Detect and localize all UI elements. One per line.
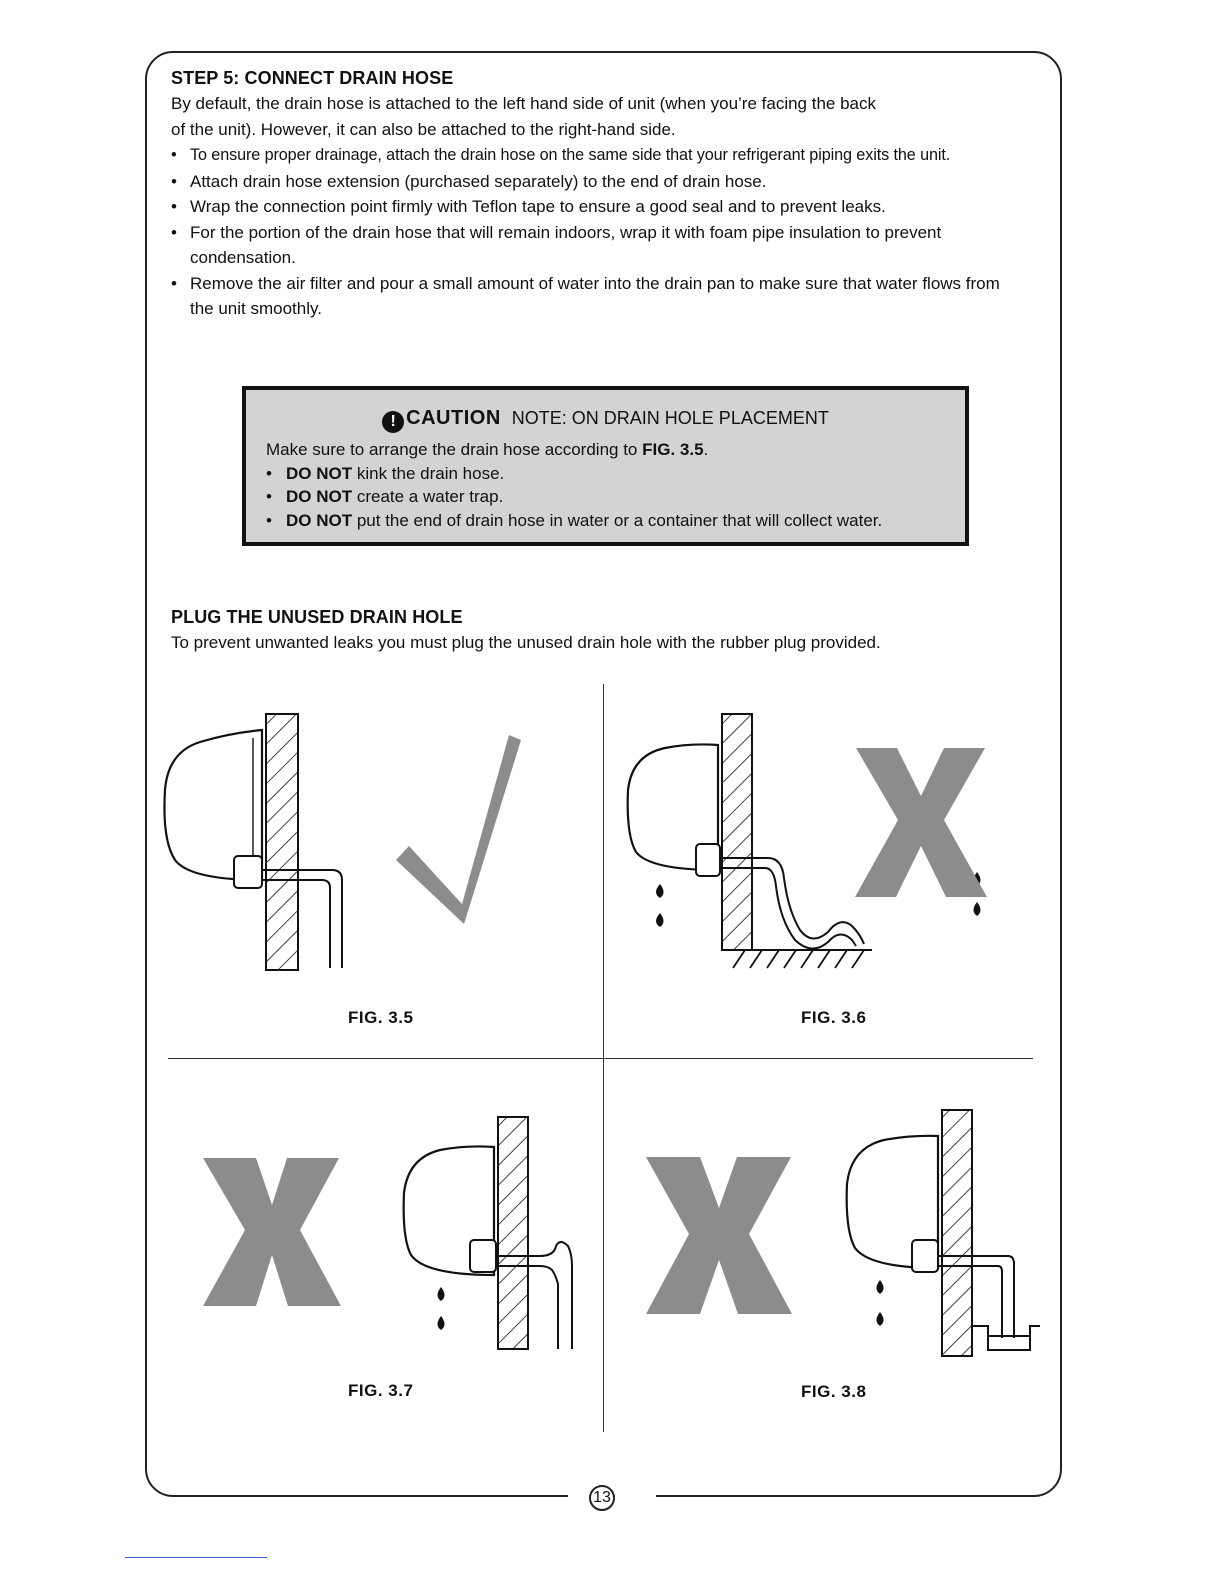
list-item: • To ensure proper drainage, attach the drain hose on the same side that your refrigerant piping exits the unit. — [171, 143, 1041, 169]
water-drop-icon — [974, 902, 981, 916]
fig-3-6-label: FIG. 3.6 — [801, 1008, 867, 1027]
drain-outlet — [696, 844, 720, 876]
list-item: • Wrap the connection point firmly with Teflon tape to ensure a good seal and to prevent leaks. — [171, 194, 1041, 220]
caution-title: NOTE: ON DRAIN HOLE PLACEMENT — [511, 408, 829, 428]
wall — [942, 1110, 972, 1356]
wall — [266, 714, 298, 970]
caution-intro-end: . — [703, 440, 709, 459]
x-mark-icon — [203, 1158, 341, 1306]
floor-hatch — [733, 950, 864, 968]
fig-3-7-drawing — [203, 1117, 572, 1349]
caution-bullet-text: create a water trap. — [352, 487, 504, 506]
list-item: • For the portion of the drain hose that will remain indoors, wrap it with foam pipe insulation to prevent condensation. — [171, 220, 1030, 271]
caution-fig-ref: FIG. 3.5 — [642, 440, 704, 459]
fig-3-5-label: FIG. 3.5 — [348, 1008, 414, 1027]
water-container — [972, 1326, 1040, 1350]
do-not-emphasis: DO NOT — [286, 487, 353, 506]
wall — [722, 714, 752, 950]
step5-intro-line1: By default, the drain hose is attached to the left hand side of unit (when you’re facing the back — [171, 94, 877, 113]
do-not-emphasis: DO NOT — [286, 463, 353, 483]
fig-3-6-drawing — [628, 714, 987, 968]
caution-bullet-text: put the end of drain hose in water or a container that will collect water. — [352, 510, 883, 530]
drain-outlet — [234, 856, 262, 888]
fig-3-7-label: FIG. 3.7 — [348, 1381, 414, 1400]
caution-intro-text: Make sure to arrange the drain hose according to — [266, 440, 643, 459]
fig-3-5-drawing — [164, 714, 521, 970]
list-item: • Remove the air filter and pour a small amount of water into the drain pan to make sure that water flows from the unit smoothly. — [171, 271, 1005, 322]
water-drop-icon — [438, 1316, 445, 1330]
drain-outlet — [912, 1240, 938, 1272]
water-drop-icon — [877, 1280, 884, 1294]
check-mark-icon — [396, 735, 521, 924]
do-not-emphasis: DO NOT — [286, 510, 353, 530]
step5-heading: STEP 5: CONNECT DRAIN HOSE — [171, 68, 454, 88]
wall — [498, 1117, 528, 1349]
water-drop-icon — [656, 913, 664, 927]
drain-outlet — [470, 1240, 496, 1272]
water-drop-icon — [438, 1287, 445, 1301]
caution-word: CAUTION — [406, 407, 501, 429]
page-number: 13 — [589, 1485, 615, 1511]
exclamation-circle-icon: ! — [382, 411, 404, 433]
water-drop-icon — [656, 884, 664, 898]
caution-bullet-text: kink the drain hose. — [352, 463, 505, 483]
x-mark-icon — [646, 1157, 792, 1314]
x-mark-icon — [855, 748, 987, 897]
list-item: • Attach drain hose extension (purchased separately) to the end of drain hose. — [171, 169, 1041, 195]
plug-text: To prevent unwanted leaks you must plug the unused drain hole with the rubber plug provided. — [171, 633, 881, 652]
plug-heading: PLUG THE UNUSED DRAIN HOLE — [171, 607, 463, 627]
step5-intro-line2: of the unit). However, it can also be attached to the right-hand side. — [171, 120, 676, 139]
fig-3-8-drawing — [646, 1110, 1040, 1356]
water-drop-icon — [877, 1312, 884, 1326]
footer-link-underline — [125, 1557, 267, 1558]
fig-3-8-label: FIG. 3.8 — [801, 1382, 867, 1401]
